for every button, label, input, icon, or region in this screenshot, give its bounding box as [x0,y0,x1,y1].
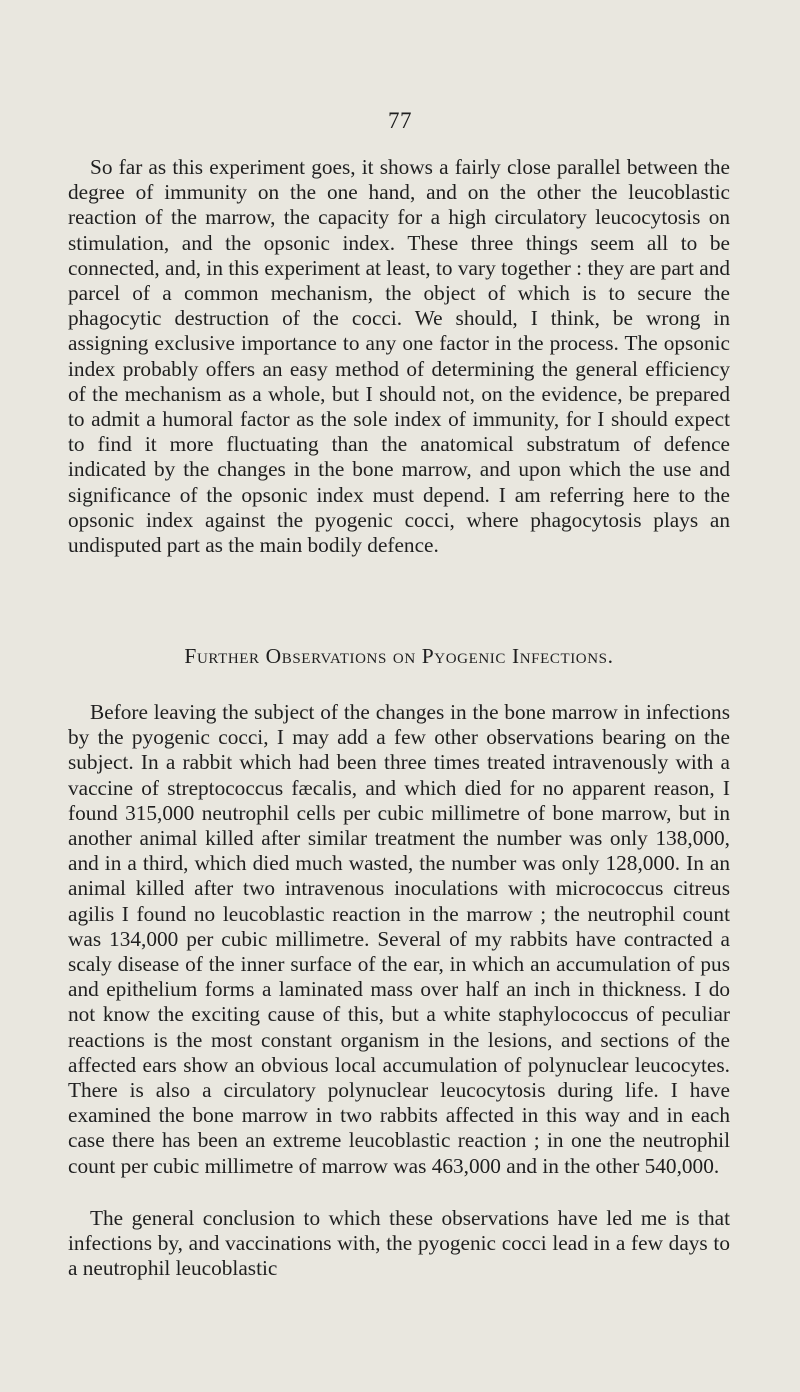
section-heading: Further Observations on Pyogenic Infections. [184,644,614,668]
page-number: 77 [388,108,412,133]
body-paragraph-3: The general conclusion to which these observations have led me is that infections by, and vaccinations with, the pyogenic cocci lead in a few days to a neutrophil leucoblastic [68,1206,730,1281]
body-paragraph-2: Before leaving the subject of the changes in the bone marrow in infections by the pyogenic cocci, I may add a few other observations bearing on the subject. In a rabbit which had been three times treated intravenously with a vaccine of streptococcus fæcalis, and which died for no apparent reason, I found 315,000 neutrophil cells per cubic millimetre of bone marrow, but in another animal killed after similar treatment the number was only 138,000, and in a third, which died much wasted, the number was only 128,000. In an animal killed after two intravenous inoculations with micrococcus citreus agilis I found no leucoblastic reaction in the marrow ; the neutrophil count was 134,000 per cubic millimetre. Several of my rabbits have contracted a scaly disease of the inner surface of the ear, in which an accumulation of pus and epithelium forms a laminated mass over half an inch in thickness. I do not know the exciting cause of this, but a white staphylococcus of peculiar reactions is the most constant organism in the lesions, and sections of the affected ears show an obvious local accumulation of polynuclear leucocytes. There is also a circulatory polynuclear leucocytosis during life. I have examined the bone marrow in two rabbits affected in this way and in each case there has been an extreme leucoblastic reaction ; in one the neutrophil count per cubic millimetre of marrow was 463,000 and in the other 540,000. [68,700,730,1178]
body-paragraph-1: So far as this experiment goes, it shows a fairly close parallel between the degree of immunity on the one hand, and on the other the leucoblastic reaction of the marrow, the capacity for a high circulatory leucocytosis on stimulation, and the opsonic index. These three things seem all to be connected, and, in this experiment at least, to vary together : they are part and parcel of a common mechanism, the object of which is to secure the phagocytic destruction of the cocci. We should, I think, be wrong in assigning exclusive importance to any one factor in the process. The opsonic index probably offers an easy method of determining the general efficiency of the mechanism as a whole, but I should not, on the evidence, be prepared to admit a humoral factor as the sole index of immunity, for I should expect to find it more fluctuating than the anatomical substratum of defence indicated by the changes in the bone marrow, and upon which the use and significance of the opsonic index must depend. I am referring here to the opsonic index against the pyogenic cocci, where phagocytosis plays an undisputed part as the main bodily defence. [68,155,730,558]
